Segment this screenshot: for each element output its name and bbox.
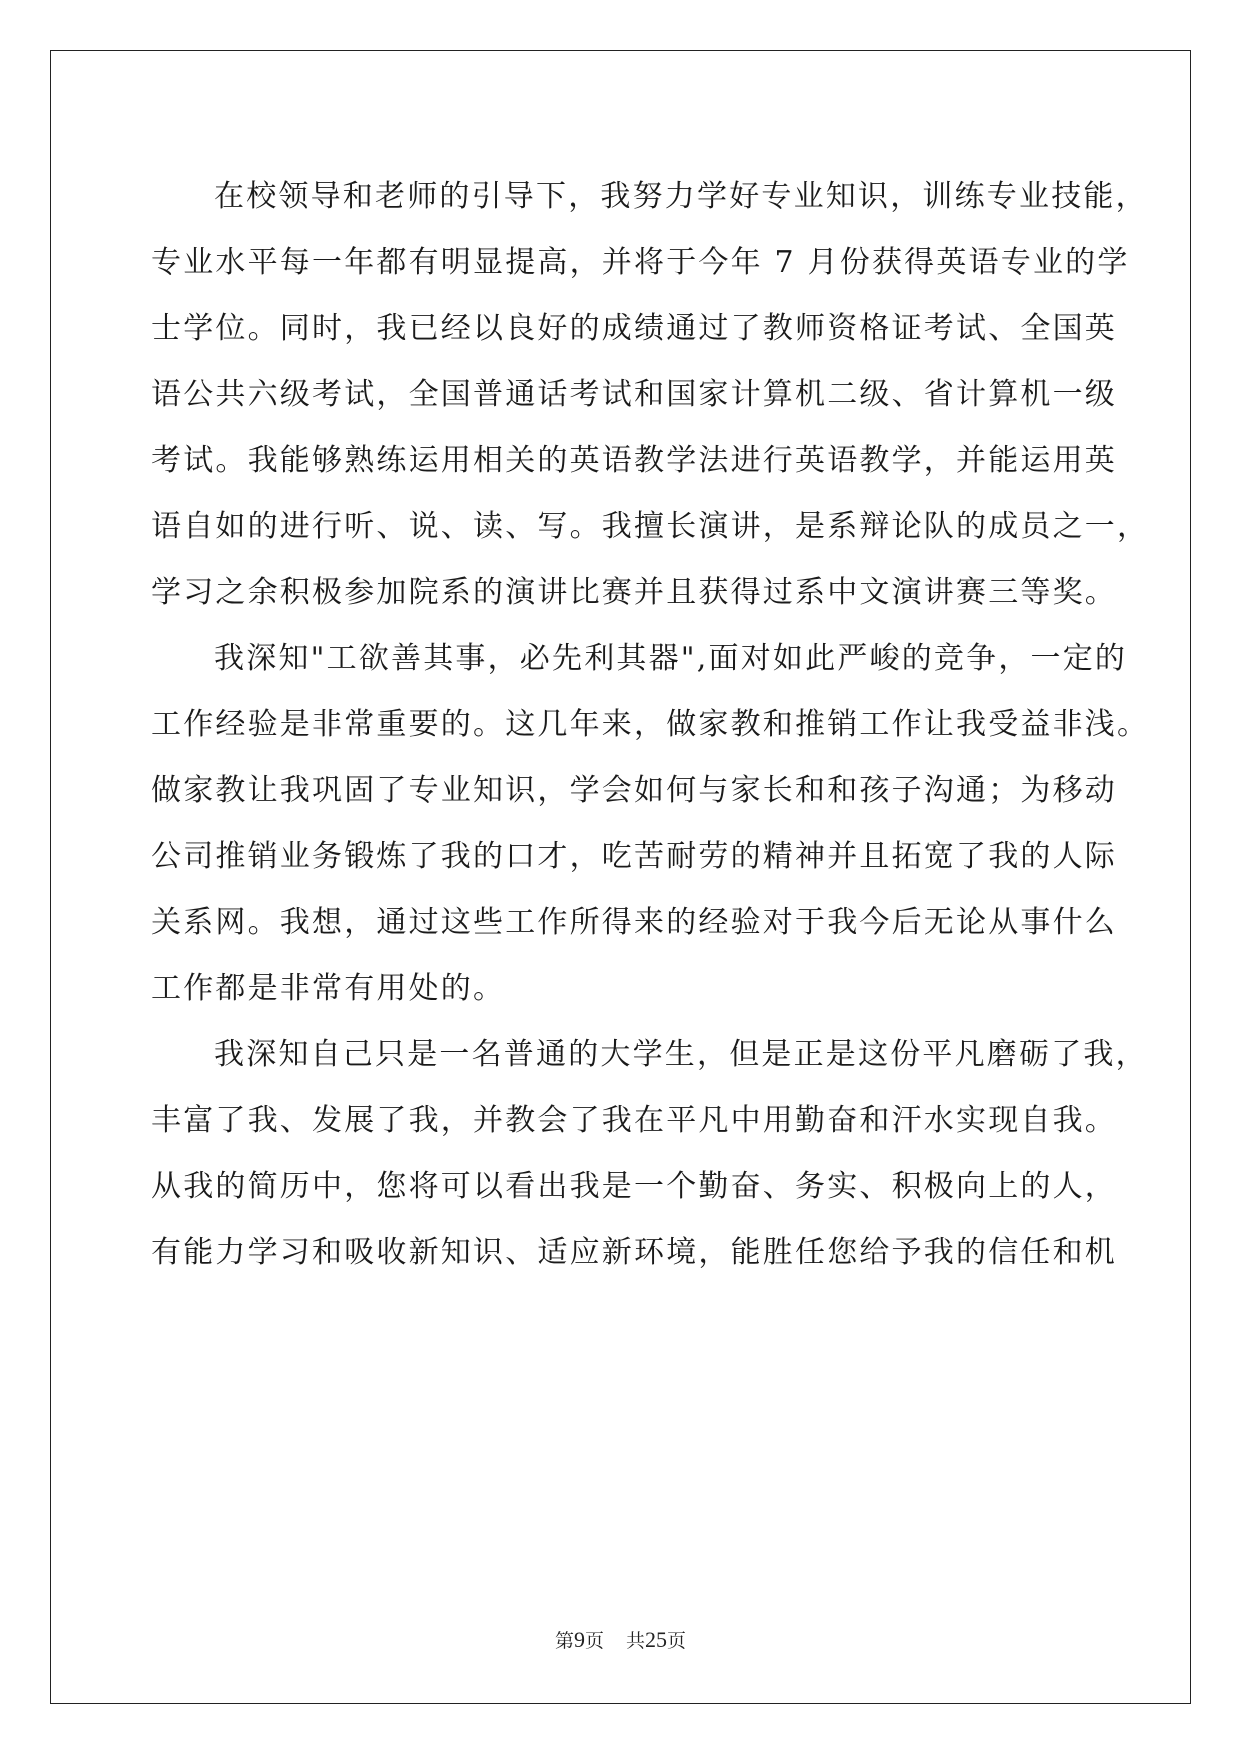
text-line-9: 工作经验是非常重要的。这几年来，做家教和推销工作让我受益非浅。 bbox=[151, 707, 1150, 742]
page-footer bbox=[0, 1626, 1241, 1653]
text-line-6: 语自如的进行听、说、读、写。我擅长演讲，是系辩论队的成员之一， bbox=[151, 509, 1150, 544]
text-line-1: 在校领导和老师的引导下，我努力学好专业知识，训练专业技能， bbox=[214, 179, 1148, 214]
text-line-10: 做家教让我巩固了专业知识，学会如何与家长和和孩子沟通；为移动 bbox=[151, 773, 1117, 808]
text-line-7: 学习之余积极参加院系的演讲比赛并且获得过系中文演讲赛三等奖。 bbox=[151, 575, 1117, 610]
page-number: 9 bbox=[573, 1627, 585, 1652]
document-body bbox=[151, 164, 1150, 1286]
text-line-11: 公司推销业务锻炼了我的口才，吃苦耐劳的精神并且拓宽了我的人际 bbox=[151, 839, 1117, 874]
total-pages: 25 bbox=[645, 1627, 668, 1652]
text-line-17: 有能力学习和吸收新知识、适应新环境，能胜任您给予我的信任和机 bbox=[151, 1235, 1117, 1270]
text-line-8: 我深知"工欲善其事，必先利其器",面对如此严峻的竞争，一定的 bbox=[214, 641, 1128, 676]
text-line-4: 语公共六级考试，全国普通话考试和国家计算机二级、省计算机一级 bbox=[151, 377, 1117, 412]
text-line-16: 从我的简历中，您将可以看出我是一个勤奋、务实、积极向上的人， bbox=[151, 1169, 1117, 1204]
text-line-12: 关系网。我想，通过这些工作所得来的经验对于我今后无论从事什么 bbox=[151, 905, 1117, 940]
text-line-14: 我深知自己只是一名普通的大学生，但是正是这份平凡磨砺了我， bbox=[214, 1037, 1148, 1072]
page-suffix: 页 bbox=[584, 1630, 604, 1652]
page-prefix: 第 bbox=[554, 1630, 574, 1652]
total-suffix: 页 bbox=[667, 1630, 687, 1652]
text-line-2: 专业水平每一年都有明显提高，并将于今年 7 月份获得英语专业的学 bbox=[151, 245, 1130, 280]
total-prefix: 共 bbox=[626, 1630, 646, 1652]
text-line-13: 工作都是非常有用处的。 bbox=[151, 971, 506, 1006]
text-line-3: 士学位。同时，我已经以良好的成绩通过了教师资格证考试、全国英 bbox=[151, 311, 1117, 346]
text-line-15: 丰富了我、发展了我，并教会了我在平凡中用勤奋和汗水实现自我。 bbox=[151, 1103, 1117, 1138]
text-line-5: 考试。我能够熟练运用相关的英语教学法进行英语教学，并能运用英 bbox=[151, 443, 1117, 478]
